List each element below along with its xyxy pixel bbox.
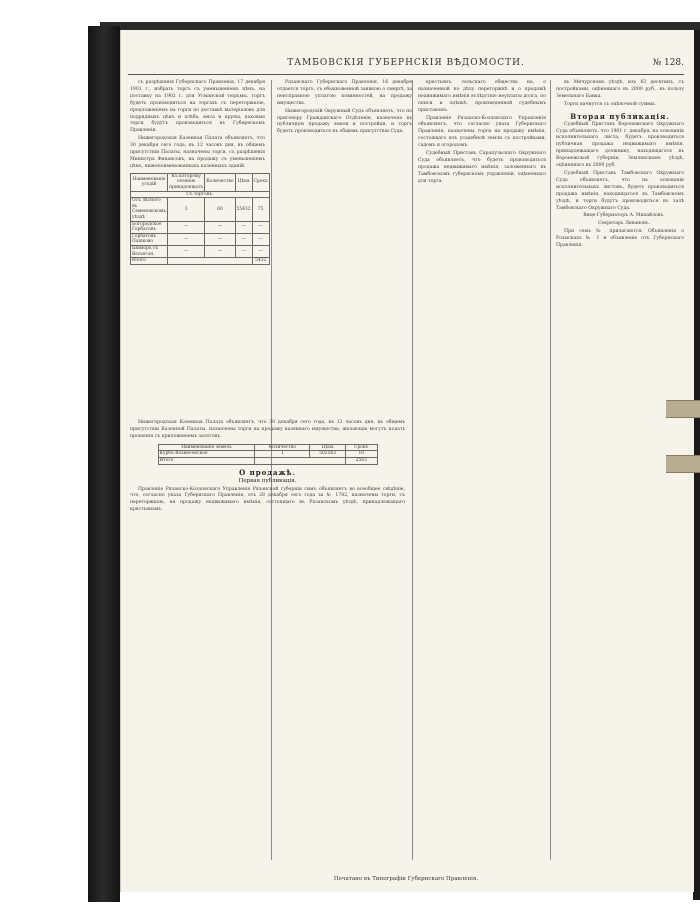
table-row: [131, 233, 270, 245]
binding-strap: [666, 455, 700, 473]
column-header: Наименованіе земель: [158, 444, 255, 451]
paragraph: Судебный Приставъ Воронежскаго Окружнаго Суда объявляетъ, что 1901 г. декабря, на основаніи исполнительнаго листа, будетъ производиться публичная продажа недвижимаго имѣнія, принадлежащаго должнику, находящагося въ Воронежской губерніи, Землянскомъ уѣздѣ, оцѣненнаго въ 2000 руб.: [556, 121, 684, 169]
table-cell: 55432: [235, 198, 252, 221]
column-4: [556, 80, 684, 860]
table-cell: 502563: [310, 451, 346, 458]
book-binding: [88, 26, 120, 902]
paragraph: Нижегородскій Окружный Судъ объявляетъ, что по приговору Гражданскаго Отдѣленія, назначена въ публичную продажу земля и постройки, и торгъ будетъ производиться въ общемъ присутствіи Суда.: [277, 108, 412, 135]
binding-strap: [666, 400, 700, 418]
issue-number: № 128.: [652, 58, 684, 68]
scan-top-shadow: [100, 22, 700, 30]
column-header: Къ которому селенію принадлежатъ: [169, 173, 204, 190]
newspaper-title: ТАМБОВСКІЯ ГУБЕРНСКІЯ ВѢДОМОСТИ.: [287, 58, 525, 68]
table-row: [131, 221, 270, 233]
table-header-row: [131, 173, 270, 191]
page-header: [128, 58, 684, 72]
lower-left-block: [130, 420, 405, 860]
column-header: Срокъ: [252, 173, 269, 191]
column-header: Цѣна: [235, 173, 252, 191]
table-cell: 1: [255, 451, 310, 458]
section-heading: О продажѣ.: [239, 467, 296, 477]
column-header: Количество: [255, 444, 310, 451]
table-cell: 3: [168, 198, 205, 221]
table-cell: 60: [205, 198, 235, 221]
column-3: [418, 80, 546, 860]
paragraph: Судебный Приставъ Тамбовскаго Окружнаго Суда объявляетъ, что на основаніи исполнительныхъ листовъ, будетъ производиться продажа имѣнія, находящагося въ Тамбовскомъ уѣздѣ, и торги будутъ производиться въ залѣ Тамбовскаго Окружнаго Суда.: [556, 170, 684, 211]
table-total-row: [158, 457, 377, 464]
table-cell: 10: [346, 451, 377, 458]
table-header-row: [158, 444, 377, 451]
table-section-label: Съ торговъ.: [131, 191, 270, 198]
paragraph: въ Мичурскомъ уѣздѣ, изъ 63 десятинъ, съ постройками, оцѣненнаго въ 2000 руб., въ пользу Земельнаго Банка.: [556, 80, 684, 99]
table-cell: —: [205, 245, 235, 257]
column-divider: [412, 80, 413, 860]
column-header: Количество: [205, 173, 235, 191]
table-cell: —: [235, 221, 252, 233]
table-cell: —: [235, 245, 252, 257]
table-cell: —: [168, 245, 205, 257]
table-cell: —: [205, 221, 235, 233]
table-cell: —: [235, 233, 252, 245]
table-cell: —: [252, 233, 269, 245]
section-heading: Вторая публикація.: [570, 111, 670, 121]
table-row: [131, 245, 270, 257]
column-header: Срокъ: [346, 444, 377, 451]
table-section-row: [131, 191, 270, 198]
table-cell: Богородское Горбатовъ: [131, 221, 168, 233]
column-2-upper: [277, 80, 412, 330]
table-cell: Шиморъ съ Весьегон.: [131, 245, 168, 257]
table-cell: —: [168, 221, 205, 233]
printer-footer: Печатано въ Типографіи Губернскаго Правленія.: [333, 876, 479, 882]
paragraph: Торги начнутся съ оцѣночной суммы.: [564, 101, 656, 107]
paragraph: Правленіе Рязанско-Козловскаго Управленія объявляетъ, что согласно указа Губернскаго Правленія, назначены торги на продажу имѣнія, состоящаго изъ усадебной земли съ постройками, садомъ и огородомъ.: [418, 115, 546, 149]
header-rule: [128, 74, 684, 75]
total-label: Итого: [131, 258, 168, 265]
table-cell: —: [205, 233, 235, 245]
paragraph: Нижегородская Казенная Палата объявляетъ, что 30 декабря сего года, въ 12 часовъ дня, въ общемъ присутствіи Палаты, назначены торги, съ разрѣшенія Министра Финансовъ, на продажу съ уменьшеніемъ цѣнъ, нижепоименованныхъ казенныхъ зданій.: [130, 136, 265, 169]
table-cell: Отъ лѣсного въ Семеновскомъ уѣздѣ: [132, 198, 167, 220]
table-cell: Горбатовъ Пашково: [131, 233, 168, 245]
secretary-signature: Секретарь Ливановъ.: [598, 221, 650, 227]
paragraph: Нижегородская Казенная Палата объявляетъ, что 30 декабря сего года, въ 12 часовъ дня, въ общемъ присутствіи Казенной Палаты, назначены торги на продажу казеннаго имущества; желающіе могутъ подать прошенія съ приложеніемъ залоговъ.: [130, 420, 405, 439]
supplement-note: При семъ № прилагаются: Объявленія о Розыскахъ № 1 и объявленіе отъ Губернскаго Правленія.: [556, 229, 684, 249]
table-row: [131, 198, 270, 221]
table-cell: 75: [252, 198, 269, 221]
section-subheading: Первая публикація.: [238, 477, 297, 484]
sale-table-1: [130, 173, 270, 265]
table-cell: —: [168, 233, 205, 245]
total-label: Итого: [158, 457, 255, 464]
table-cell: —: [252, 221, 269, 233]
table-cell: Курбъ-Вознесенское: [158, 451, 255, 458]
table-row: [158, 451, 377, 458]
table-total-row: [131, 258, 270, 265]
column-header: Наименованіе угодій: [131, 173, 168, 191]
paragraph: Судебный Приставъ Сарапульскаго Окружнаго Суда объявляетъ, что будетъ производиться продажа недвижимаго имѣнія, заложеннаго въ Тамбовскомъ губернскомъ управленіи, оцѣненнаго для торга.: [418, 151, 546, 184]
paragraph: Рязанскаго Губернскаго Правленія, 16 декабря отдается торгъ, съ обыкновенной заявкою о смертѣ, за неисправною уплатою повинностей, на продажу имущества.: [277, 80, 412, 106]
paragraph: Правленіе Рязанско-Козловскаго Управленія Рязанской губерніи симъ объявляетъ во всеобщее свѣдѣніе, что, согласно указа Губернскаго Правленія, отъ 28 декабря сего года за № 1782, назначены торги, съ переторжкою, на продажу недвижимаго имѣнія, состоящаго въ Рязанскомъ уѣздѣ, принадлежащаго крестьянамъ.: [130, 486, 405, 513]
governor-signature: Вице-Губернаторъ А. Михайловъ.: [583, 213, 665, 219]
column-divider: [550, 80, 551, 860]
column-header: Цѣна: [310, 444, 346, 451]
table-cell: —: [252, 245, 269, 257]
paragraph: крестьянъ, сельскаго общества на, о назначенной по дѣлу переторжкѣ и о продажѣ недвижимаго имѣнія вслѣдствіе неуплаты долга, по описи и оцѣнкѣ, произведенной судебнымъ приставомъ.: [418, 80, 546, 113]
total-value: 5432: [252, 258, 269, 265]
paragraph: съ разрѣшенія Губернскаго Правленія, 17 декабря 1901 г., избрать торгъ съ уменьшеніемъ цѣнъ, на поставку на 1902 г. для Усманской тюрьмы, торгъ будетъ производиться на торгахъ съ переторжкою, предложеніемъ на торги по доставкѣ матеріаловъ для подрядныхъ цѣнъ и хлѣба, мяса и крупы, каковые торги будутъ производиться въ Губернскомъ Правленіи.: [130, 80, 265, 134]
sale-table-2: [158, 444, 378, 465]
total-value: 2563: [346, 457, 377, 464]
